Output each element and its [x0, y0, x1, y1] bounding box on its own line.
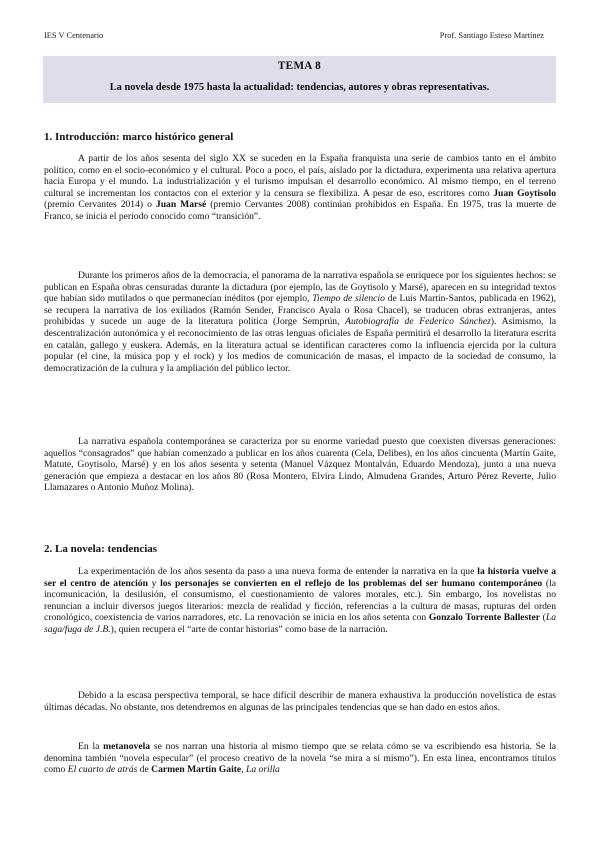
italic-text: La orilla: [246, 764, 280, 776]
text-run: La experimentación de los años sesenta da paso a una nueva forma de entender la narrativa en la que: [78, 566, 478, 577]
italic-text: La saga/fuga de J.B.: [44, 612, 557, 635]
bold-text: metanovela: [103, 741, 151, 752]
tema-title: TEMA 8: [277, 60, 322, 72]
text-run: y: [147, 577, 161, 589]
title-box: [43, 56, 556, 103]
paragraph: [44, 690, 556, 713]
text-run: ), quien recupera el “arte de contar historias” como base de la narración.: [110, 623, 388, 635]
text-run: En la: [78, 741, 104, 752]
text-run: (la incomunicación, la desilusión, el consumismo, el cuestionamiento de valores morales, etc.). Sin embargo, los novelistas no renuncian a incluir diversos juegos literarios: mezcla de realidad y ficción, referencias a la cultura de masas, rupturas del orden cronológico, coexistencia de varios narradores, etc. La renovación se inicia en los años setenta con: [44, 577, 556, 624]
text-run: (: [540, 612, 546, 624]
text-run: de Luis Martín-Santos, publicada en 1962), se recupera la narrativa de los exiliados (Ramón Sender, Francisco Ayala o Rosa Chacel), se traducen obras extranjeras, antes prohibidas y sucede un auge de la literatura política (Jorge Semprún,: [44, 293, 557, 328]
bold-text: los personajes se convierten en el reflejo de los problemas del ser humano contemporáneo: [160, 577, 543, 589]
text-run: ). Asimismo, la descentralización autonómica y el reconocimiento de las otras lenguas oficiales de España permitirá el desarrollo la literatura escrita en catalán, gallego y euskera. Además, en la literatura actual se identifican caracteres como la influencia ejercida por la cultura popular (el cine, la música pop y el rock) y los medios de comunicación de masas, el impacto de la sociedad de consumo, la democratización de la cultura y la ampliación del público lector.: [44, 316, 556, 374]
text-run: ,: [241, 764, 246, 776]
bold-text: Juan Goytisolo: [493, 187, 556, 199]
text-run: La narrativa española contemporánea se caracteriza por su enorme variedad puesto que coexisten diversas generaciones: aquellos “consagrados” que habían comenzado a publicar en los años cuarenta (Cela, Delibes), en los años cincuenta (Martín Gaite, Matute, Goytisolo, Marsé) y en los años sesenta y setenta (Manuel Vázquez Montalván, Eduardo Mendoza), junto a una nueva generación que empieza a destacar en los años 80 (Rosa Montero, Elvira Lindo, Almudena Grandes, Arturo Pérez Reverte, Julio Llamazares o Antonio Muñoz Molina).: [44, 436, 556, 494]
paragraph: [44, 270, 556, 374]
tema-subtitle: La novela desde 1975 hasta la actualidad: tendencias, autores y obras representativas.: [109, 82, 490, 93]
italic-text: Autobiografía de Federico Sánchez: [345, 316, 491, 328]
text-run: A partir de los años sesenta del siglo XX se suceden en la España franquista una serie de cambios tanto en el ámbito político, como en el socio-económico y el cultural. Poco a poco, el país, aislado por la dictadura, experimenta una relativa apertura hacia Europa y el mundo. La industrialización y el turismo impulsan el desarrollo económico. Al mismo tiempo, en el terreno cultural se incrementan los contactos con el exterior y la censura se flexibiliza. A pesar de eso, escritores como: [44, 153, 556, 199]
text-run: Debido a la escasa perspectiva temporal, se hace difícil describir de manera exhaustiva la producción novelística de estas últimas décadas. No obstante, nos detendremos en algunas de las principales tendencias que se han dado en estos años.: [44, 690, 556, 713]
paragraph: [44, 436, 556, 494]
bold-text: Gonzalo Torrente Ballester: [428, 612, 541, 624]
text-run: se nos narran una historia al mismo tiempo que se relata cómo se va escribiendo esa historia. Se la denomina también “novela especular” (el proceso creativo de la novela “se mira a sí mismo”). En esta línea, encontramos títulos como: [44, 741, 556, 776]
section-heading-1: 1. Introducción: marco histórico general: [44, 131, 234, 143]
bold-text: Carmen Martín Gaite: [151, 764, 242, 776]
italic-text: Tiempo de silencio: [312, 293, 385, 305]
header-school: IES V Centenario: [44, 31, 104, 40]
bold-text: la historia vuelve a ser el centro de atención: [44, 566, 556, 589]
bold-text: Juan Marsé: [155, 199, 207, 211]
paragraph: [44, 566, 556, 636]
italic-text: El cuarto de atrás: [67, 764, 138, 776]
paragraph: [44, 741, 556, 776]
text-run: de: [137, 764, 152, 776]
text-run: (premio Cervantes 2008) continúan prohibidos en España. En 1975, tras la muerte de Franco, se inicia el período conocido como “transición”.: [44, 199, 556, 222]
text-run: (premio Cervantes 2014) o: [44, 199, 156, 211]
header-teacher: Prof. Santiago Esteso Martínez: [439, 31, 544, 40]
paragraph: [44, 153, 556, 223]
section-heading-2: 2. La novela: tendencias: [44, 543, 158, 555]
text-run: Durante los primeros años de la democracia, el panorama de la narrativa española se enriquece por los siguientes hechos: se publican en España obras censuradas durante la dictadura (por ejemplo, las de Goytisolo y Marsé), aparecen en su integridad textos que habían sido mutilados o que permanecían inéditos (por ejemplo,: [44, 270, 556, 305]
